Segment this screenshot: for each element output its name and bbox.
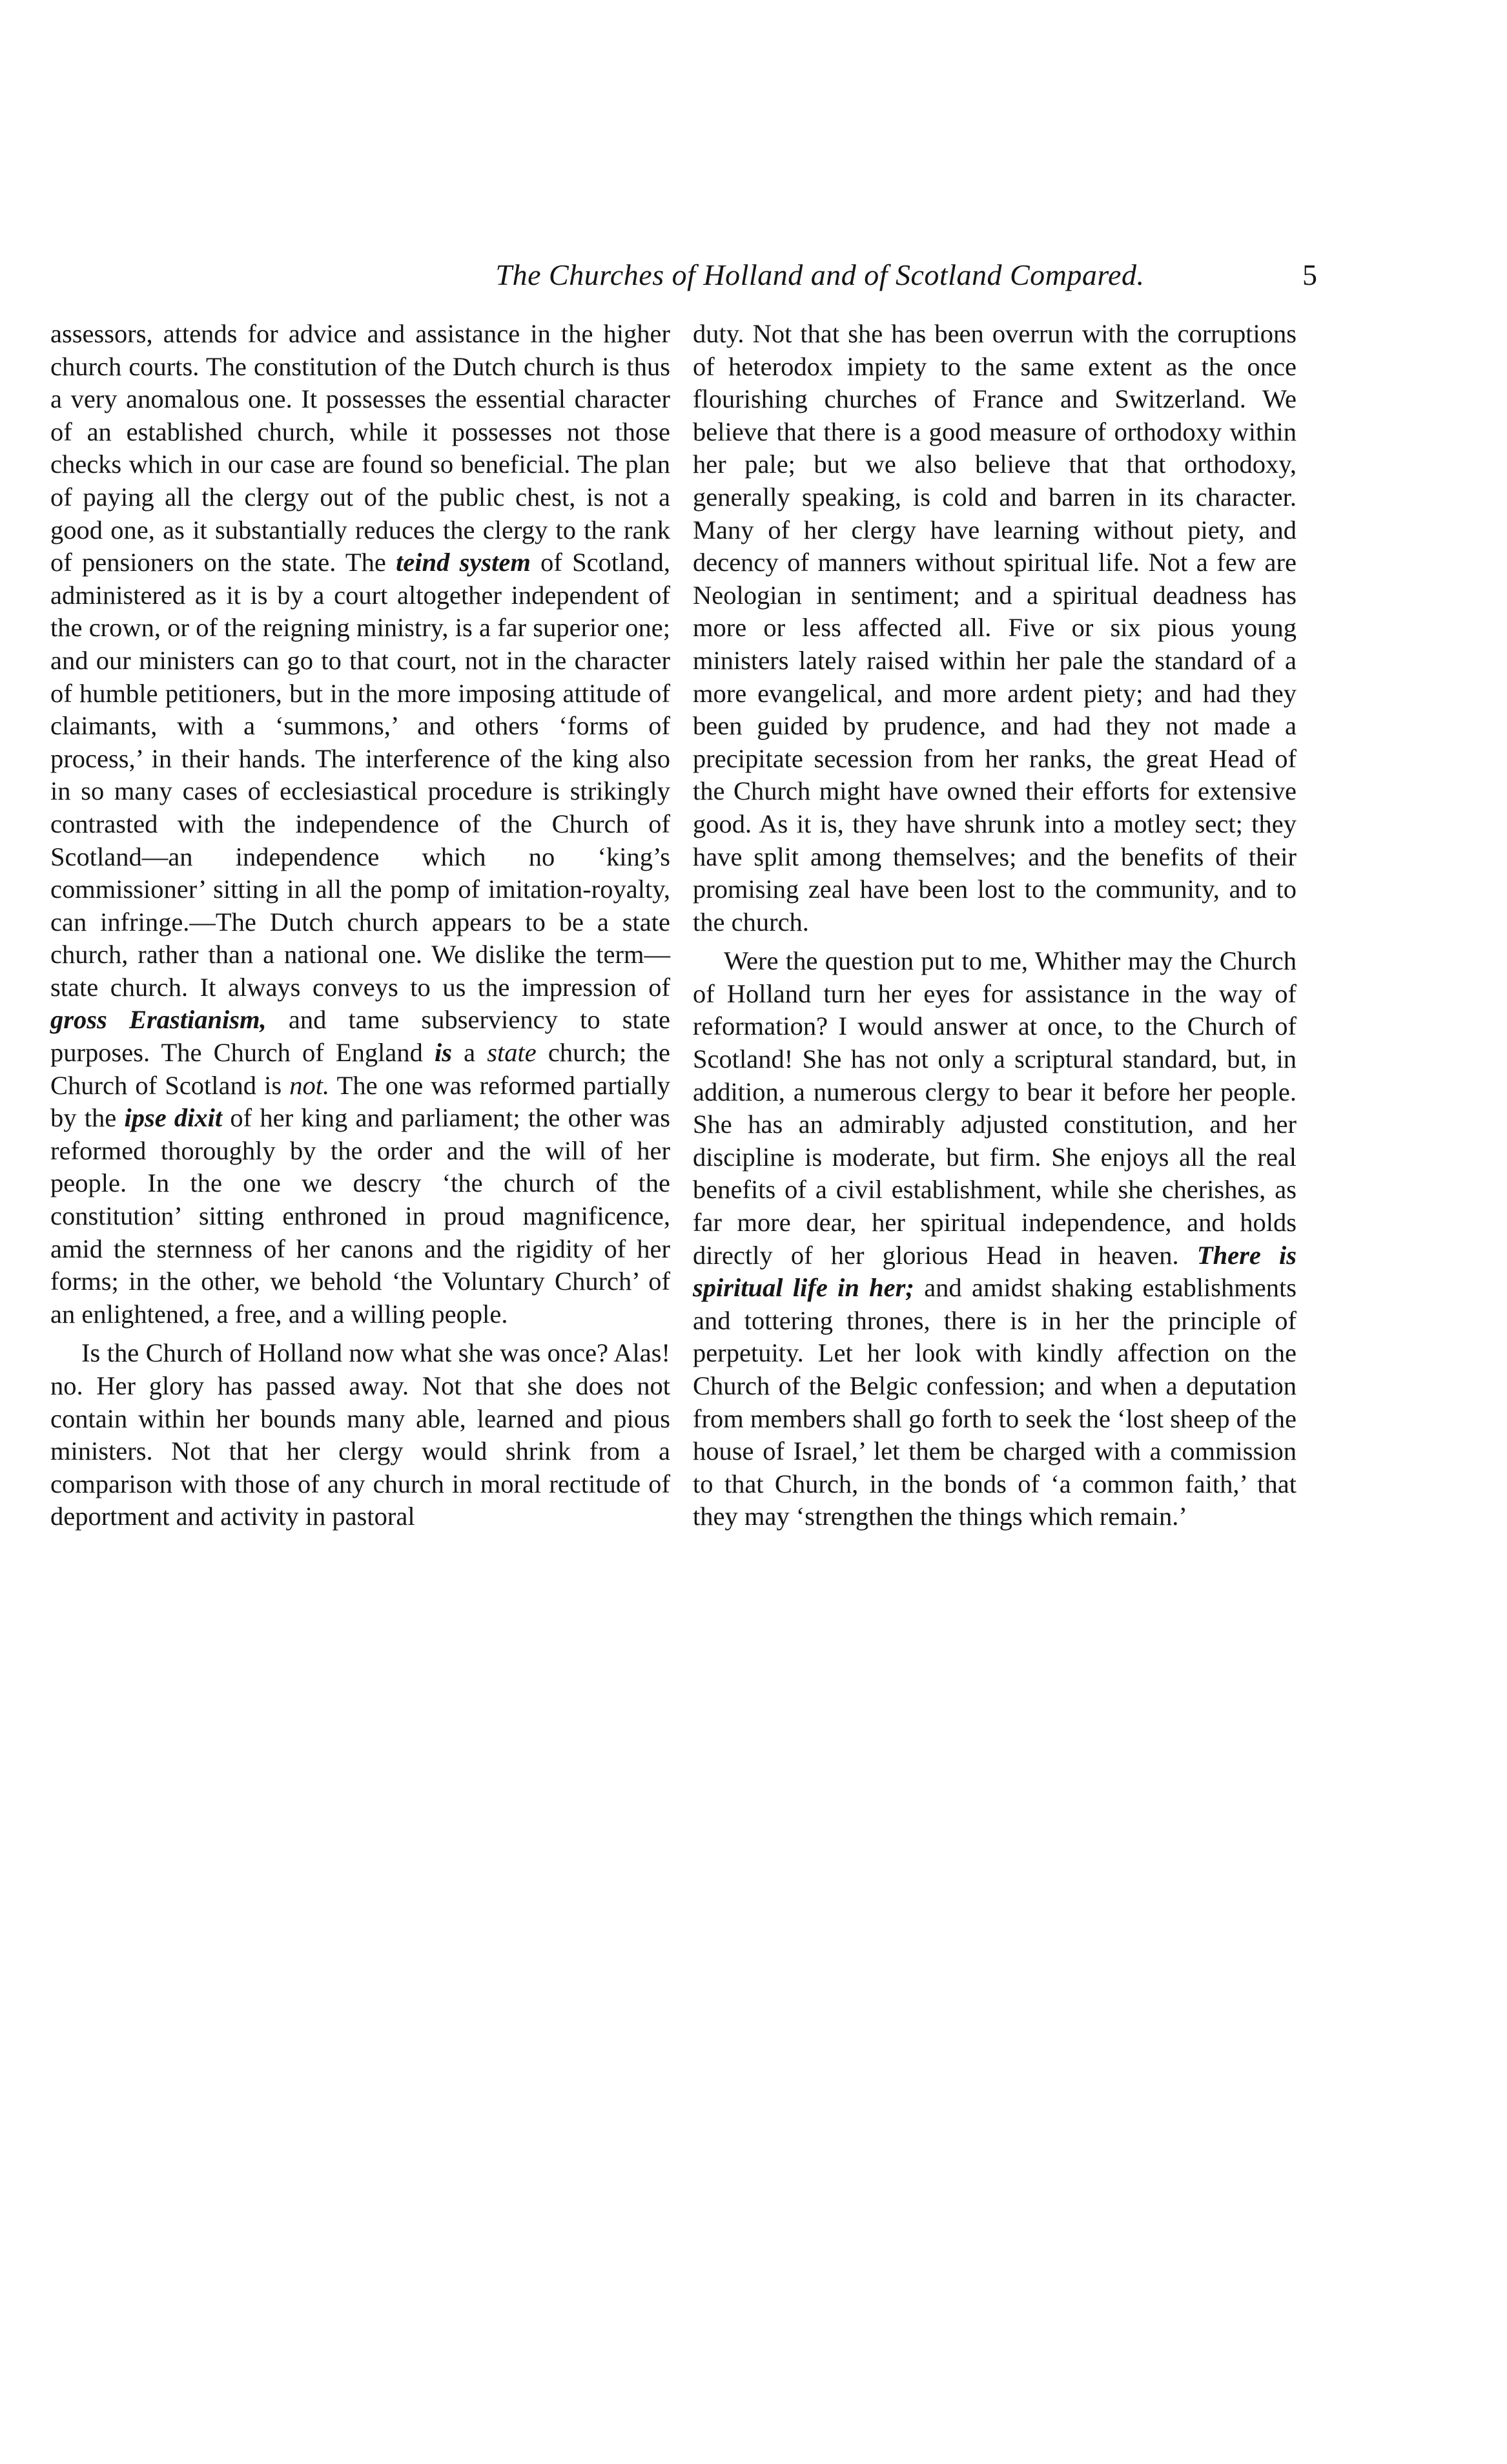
body-text: of her king and parliament; the other was reformed thoroughly by the order and the will of her people. In the one we descry ‘the church of the constitution’ sitting enthroned in proud magnificence, amid the sternness of her canons and the rigidity of her forms; in the other, we behold ‘the Voluntary Church’ of an enlightened, a free, and a willing people.: [50, 1103, 671, 1329]
emphasis-text: is: [435, 1038, 453, 1068]
body-text: and tame subserviency to state purposes. The Church of England: [50, 1005, 670, 1068]
body-text: Is the Church of Holland now what she was once? Alas! no. Her glory has passed away. Not that she does not contain within her bounds many able, learned and pious ministers. Not that her clergy would shrink from a comparison with those of any church in moral rectitude of deportment and activity in pastoral: [50, 1338, 670, 1531]
emphasis-text: There is spiritual life in her;: [693, 1240, 1297, 1303]
emphasis-text: state: [487, 1038, 537, 1068]
running-title: The Churches of Holland and of Scotland Compared.: [495, 258, 1145, 291]
body-text: The one was reformed partially by the: [50, 1070, 670, 1133]
emphasis-text: ipse dixit: [124, 1103, 223, 1133]
paragraph: [50, 318, 670, 1330]
paragraph: [693, 945, 1297, 1533]
body-text: and amidst shaking establishments and tottering thrones, there is in her the principle of perpetuity. Let her look with kindly affection on the Church of the Belgic confession; and when a deputation from members shall go forth to seek the ‘lost sheep of the house of Israel,’ let them be charged with a commission to that Church, in the bonds of ‘a common faith,’ that they may ‘strengthen the things which remain.’: [693, 1273, 1297, 1531]
body-text: duty. Not that she has been overrun with the corruptions of heterodox impiety to the same extent as the once flourishing churches of France and Switzerland. We believe that there is a good measure of orthodoxy within her pale; but we also believe that that orthodoxy, generally speaking, is cold and barren in its character. Many of her clergy have learning without piety, and decency of manners without spiritual life. Not a few are Neologian in sentiment; and a spiritual deadness has more or less affected all. Five or six pious young ministers lately raised within her pale the standard of a more evangelical, and more ardent piety; and had they been guided by prudence, and had they not made a precipitate secession from her ranks, the great Head of the Church might have owned their efforts for extensive good. As it is, they have shrunk into a motley sect; they have split among themselves; and the benefits of their promising zeal have been lost to the community, and to the church.: [693, 319, 1297, 937]
body-text: of Scotland, administered as it is by a court altogether independent of the crown, or of the reigning ministry, is a far superior one; and our ministers can go to that court, not in the character of humble petitioners, but in the more imposing attitude of claimants, with a ‘summons,’ and others ‘forms of process,’ in their hands. The interference of the king also in so many cases of ecclesiastical procedure is strikingly contrasted with the independence of the Church of Scotland—an independence which no ‘king’s commissioner’ sitting in all the pomp of imitation-royalty, can infringe.—The Dutch church appears to be a state church, rather than a national one. We dislike the term—state church. It always conveys to us the impression of: [50, 548, 670, 1002]
emphasis-text: teind system: [396, 548, 531, 577]
left-column: [50, 318, 670, 1540]
page-number: 5: [1302, 258, 1317, 291]
body-text: church; the Church of Scotland is: [50, 1038, 670, 1100]
emphasis-text: not.: [289, 1070, 330, 1100]
body-text: assessors, attends for advice and assistance in the higher church courts. The constitution of the Dutch church is thus a very anomalous one. It possesses the essential character of an established church, while it possesses not those checks which in our case are found so beneficial. The plan of paying all the clergy out of the public chest, is not a good one, as it substantially reduces the clergy to the rank of pensioners on the state. The: [50, 319, 670, 577]
body-text: Were the question put to me, Whither may the Church of Holland turn her eyes for assistance in the way of reformation? I would answer at once, to the Church of Scotland! She has not only a scriptural standard, but, in addition, a numerous clergy to bear it before her people. She has an admirably adjusted constitution, and her discipline is moderate, but firm. She enjoys all the real benefits of a civil establishment, while she cherishes, as far more dear, her spiritual independence, and holds directly of her glorious Head in heaven.: [693, 946, 1297, 1270]
body-text: a: [452, 1038, 487, 1068]
emphasis-text: gross Erastianism,: [50, 1005, 267, 1035]
paragraph: [50, 1337, 670, 1533]
paragraph: [693, 318, 1297, 938]
right-column: [693, 318, 1297, 1540]
